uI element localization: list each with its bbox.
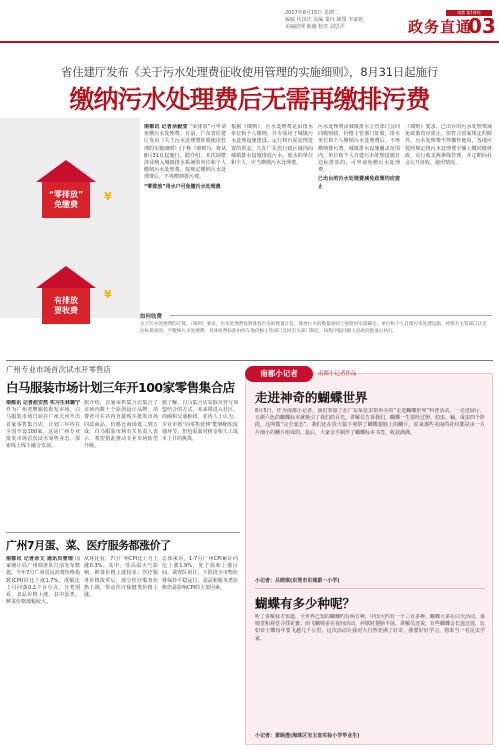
masthead-staff-1: 编辑 任国庆 美编 秦玲 制图 李家铭 [285,17,363,23]
yen-icon: ¥ [104,288,112,301]
lead-headline: 缴纳污水处理费后无需再缴排污费 [69,85,430,114]
lead-col2-text: 根据《细则》，污水处理费是由排水单位和个人缴纳，并专项用于城镇污水处理设施建设、运行和污泥处理处置的资金。凡在广东省行政区域内向城镇排水设施排放污水、废水的单位和个人，应当缴纳污水处理费。 [231,124,313,167]
story2-col3-text: 据了解，白马集合店采取直营与加盟结合的方式，未来将进入社区、商圈和交通枢纽。业内人士认为，专业市场“向零售延伸”能够缩短流通环节，但也需面对租金和人工成本上升的挑战。 [162,400,238,443]
page-number: 03 [468,14,496,38]
story2-title: 白马服装市场计划三年开100家零售集合店 [6,380,235,395]
lead-col4-text: 《细则》要求，已出台的污水处理费减免政策均应废止，但符合国家规定的除外。污水处理费不得挪作他用，各地应按照规定将污水处理费全额上缴同级财政，实行收支两条线管理，并定期向社会公开征收、使用情况。 [405,124,492,167]
feature-body-2 [255,614,485,726]
section-title: 政务直通 [408,18,473,36]
house-label-line1: 有排放 [54,296,78,305]
yen-icon: ¥ [104,190,112,203]
story2-column-3 [162,400,238,528]
feature-signature-1: 小记者：吕晓琪(东莞市东城第一小学) [255,578,340,584]
feature-divider [255,588,485,589]
lead-illustration [0,118,140,318]
note-rule [170,315,492,316]
feature-body-1 [255,408,485,568]
masthead-staff-2: 美编助理 陈薇 校对 刘思洋 [285,24,345,30]
feature-title-1: 走进神奇的蝴蝶世界 [255,390,368,405]
feature-body-1-text: 8月5日，作为南都小记者，我们参加了在广东某昆虫馆举办的“走进蝴蝶世界”科普活动。一走进展厅，五颜六色的蝴蝶标本就吸引了我们的目光。讲解员告诉我们，蝴蝶一生要经过卵、幼虫、蛹、成虫四个阶段，这叫做“完全变态”。我们还在放大镜下观察了蝴蝶翅膀上的鳞片，原来那些美丽的花纹都是由一片片细小的鳞片组成的。最后，大家亲手制作了蝴蝶标本书签，收获满满。 [255,408,485,436]
masthead-meta [285,10,405,31]
story3-column-3 [162,556,238,744]
lead-byline: 南都讯 记者余毅莹 [144,124,188,130]
lead-kicker: 省住建厅发布《关于污水处理费征收使用管理的实施细则》，8月31日起施行 [60,65,439,79]
lead-subhead-2: 已出台的污水处理费减免政策均应废止 [318,176,400,190]
story2-column-1 [6,400,80,528]
house-label-line1: “零排放” [48,190,84,199]
story2-byline: 南都讯 记者赵安然 实习生林璐宁 [6,400,80,406]
house-roof-icon [36,160,96,182]
story3-title: 广州7月蛋、菜、医疗服务都涨价了 [6,539,171,552]
lead-subhead-1: “零排放”用水户可免缴污水处理费 [144,183,221,190]
lead-column-3 [318,124,400,310]
story2-column-2 [84,400,158,528]
feature-body-2-text: 听了讲解我才知道，全世界已知的蝴蝶约有两万种，中国大约有一千三百多种。蝴蝶大多在白天活动，靠嗅觉和视觉寻找花蜜；而飞蛾则多在夜间活动，停歇时翅膀平展。讲解员还说，有些蝴蝶会长途迁徙，比如帝王蝶每年要飞越几千公里。这次活动让我对大自然充满了好奇，我要好好学习，将来当一名昆虫学家。 [255,614,485,642]
masthead-rule [0,41,499,43]
story2-col1-text: 作为广州老牌服装批发市场，白马服装市场日前在广州天河开出首家零售集合店，计划三年内在全国开设100家。这是广州专业批发市场首次试水零售业态，探索线上线下融合发展。 [6,407,80,450]
feature-signature-2: 小记者：黄映澄(海珠区宝玉直实验小学毕业生) [255,733,360,739]
note-label: 如何收费 [140,314,163,320]
story-divider [6,532,240,533]
story2-kicker: 广州专业市场首次试水开零售店 [6,365,111,374]
house-label [42,288,90,324]
house-label [42,182,90,218]
lead-column-1 [144,124,226,310]
masthead-date: 2017年8月15日 星期二 [285,10,339,16]
story3-col2-text: 从环比看，7月广州CPI比上月上涨0.3%。其中，受高温天气影响，鲜菜价格上涨较多；医疗服务价格改革后，部分医疗服务价格上调，带动医疗保健类价格上涨。 [84,556,158,599]
story3-col3-text: 总体来看，1-7月广州CPI累计同比上涨1.9%，处于温和上涨区间。调查队预计，下阶段全市物价将保持平稳运行，食品和服务类价格仍是影响CPI的主要因素。 [162,556,238,591]
feature-title-2: 蝴蝶有多少种呢？ [255,596,356,611]
story3-column-1 [6,556,80,744]
masthead-badge: 南都 第1财经 [446,10,492,16]
feature-badge: 南都小记者 [245,366,313,382]
feature-tag: 南都小记者作品 [318,371,357,377]
house-label-line2: 免缴费 [54,200,78,209]
story2-col2-text: 据介绍，首家零售集合店集合了市场内数十个原创设计品牌，消费者可在店内直接购买批发市场同款商品，价格比商场低三到五成。白马服装市场有关负责人表示，希望借此推动专业市场转型升级。 [84,400,158,450]
story3-col1-text: 国家统计局广州调查队日前发布数据，今年7月广州居民消费价格指数(CPI)同比上涨1.7%，涨幅比上月回落0.2个百分点。分类别看，食品价格上涨，其中蛋类、鲜菜价格涨幅较大。 [6,556,80,606]
masthead [0,6,499,42]
lead-col1-text: “零排放”可申请免缴污水处理费。日前，广东省住建厅发布《关于污水处理费征收使用管理的实施细则》(下称《细则》)，将从8月31日起施行。据介绍，本次调整涉及纳入城镇排水系统的单位和个人缴纳污水处理费，按规定缴纳污水处理费后，不再缴纳排污费。 [144,124,226,181]
house-roof-icon [36,266,96,288]
story3-column-2 [84,556,158,744]
lead-column-4 [405,124,492,310]
section-divider [6,360,493,361]
lead-column-2 [231,124,313,310]
lead-note: 关于污水处理费的计算，《细则》要求，污水处理费按照排放污水的数量计征，排放污水的数量原则上按照用水量确定。单位和个人自建污水处理设施，经排水主管部门认定达标排放的，不缴纳污水处理费。具体收费标准由所在地价格主管部门会同有关部门制定，按程序报同级人民政府批准后执行。 [140,322,487,334]
lead-col3-text: 污水处理费由城镇排水主管部门会同同级财政、价格主管部门征收。排水单位和个人缴纳污水处理费后，不再缴纳排污费。城镇排水设施覆盖范围内，单位和个人自建污水处理设施且达标排放的，可申请免缴污水处理费。 [318,124,400,174]
story3-byline: 南都讯 记者余文 通讯员曾理 [6,556,74,562]
house-label-line2: 要收费 [54,306,78,315]
